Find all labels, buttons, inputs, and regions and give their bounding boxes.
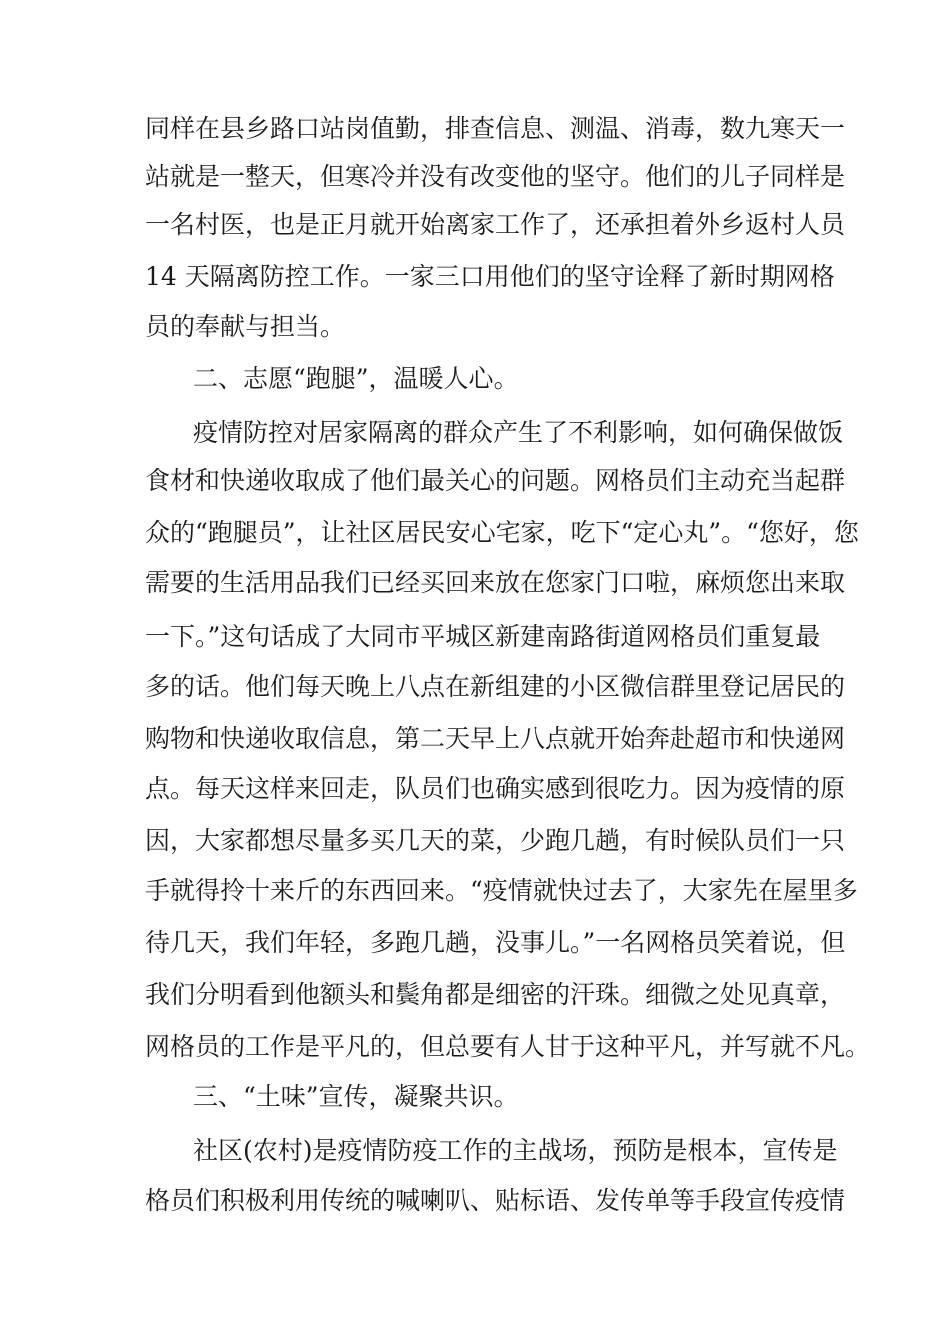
body-line: 需要的生活用品我们已经买回来放在您家门口啦，麻烦您出来取 — [145, 568, 846, 597]
body-line: 点。每天这样来回走，队员们也确实感到很吃力。因为疫情的原 — [145, 774, 846, 803]
body-line: 食材和快递收取成了他们最关心的问题。网格员们主动充当起群 — [145, 466, 846, 495]
body-line: 格员们积极利用传统的喊喇叭、贴标语、发传单等手段宣传疫情 — [145, 1186, 846, 1215]
body-line: 网格员的工作是平凡的，但总要有人甘于这种平凡，并写就不凡。 — [145, 1032, 871, 1061]
body-line: 站就是一整天，但寒冷并没有改变他的坚守。他们的儿子同样是 — [145, 162, 846, 191]
section-heading: 二、志愿“跑腿”，温暖人心。 — [193, 364, 519, 393]
body-line: 员的奉献与担当。 — [145, 312, 346, 341]
body-line: 疫情防控对居家隔离的群众产生了不利影响，如何确保做饭 — [193, 418, 844, 447]
body-line: 一名村医，也是正月就开始离家工作了，还承担着外乡返村人员 — [145, 210, 846, 239]
body-line: 众的“跑腿员”，让社区居民安心宅家，吃下“定心丸”。“您好，您 — [145, 518, 859, 547]
body-line: 14 天隔离防控工作。一家三口用他们的坚守诠释了新时期网格 — [145, 262, 835, 291]
body-line: 待几天，我们年轻，多跑几趟，没事儿。”一名网格员笑着说，但 — [145, 928, 846, 957]
body-line: 社区(农村)是疫情防疫工作的主战场，预防是根本，宣传是 — [193, 1136, 838, 1165]
body-line: 购物和快递收取信息，第二天早上八点就开始奔赴超市和快递网 — [145, 724, 846, 753]
body-line: 同样在县乡路口站岗值勤，排查信息、测温、消毒，数九寒天一 — [145, 114, 846, 143]
body-line: 我们分明看到他额头和鬓角都是细密的汗珠。细微之处见真章， — [145, 980, 846, 1009]
body-line: 因，大家都想尽量多买几天的菜，少跑几趟，有时候队员们一只 — [145, 826, 846, 855]
body-line: 一下。”这句话成了大同市平城区新建南路街道网格员们重复最 — [145, 622, 821, 651]
body-line: 手就得拎十来斤的东西回来。“疫情就快过去了，大家先在屋里多 — [145, 876, 858, 905]
body-line: 多的话。他们每天晚上八点在新组建的小区微信群里登记居民的 — [145, 672, 846, 701]
section-heading: 三、“土味”宣传，凝聚共识。 — [193, 1082, 519, 1111]
